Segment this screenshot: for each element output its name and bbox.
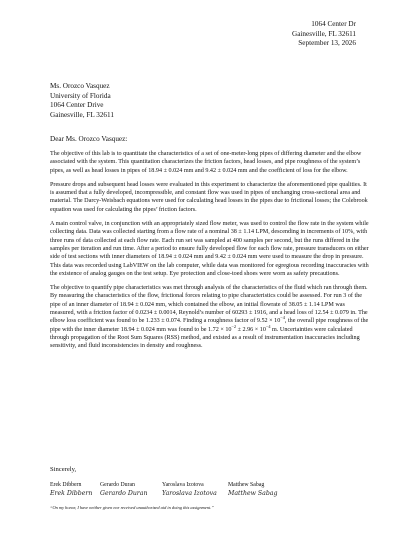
recipient-org: University of Florida xyxy=(50,91,111,100)
signature: Yaroslava Izotova xyxy=(162,490,217,497)
letter-date: September 13, 2026 xyxy=(298,39,356,48)
signer-1 xyxy=(50,482,92,497)
exponent: −4 xyxy=(265,323,271,329)
recipient-name: Ms. Orozco Vasquez xyxy=(50,82,110,90)
results-text-part: ± 2.96 × 10 xyxy=(236,326,266,333)
results-text-part: The objective to quantify pipe characteristics was met through analysis of the characteristics of the fluid which ran through them. By measuring the characteristics of the flow, frictional forces relating to pipe characteristics could be assessed. For run 3 of the pipe of an inner diameter of 18.94 ± 0.024 mm, which contained the elbow, an initial flowrate of 38.05 ± 1.14 LPM was measured, with a friction factor of 0.0234 ± 0.0014, Reynold’s number of 60293 ± 1916, and a head loss of 12.54 ± 0.079 in. The elbow loss coefficient was found to be 1.233 ± 0.074. Finding a roughness factor of 9.52 × 10 xyxy=(50,285,368,325)
closing: Sincerely, xyxy=(50,466,77,473)
recipient-address-block xyxy=(50,82,114,120)
signer-4 xyxy=(228,482,277,497)
signer-name: Matthew Sabag xyxy=(228,482,265,488)
letter-body xyxy=(50,150,370,357)
results-text-part: , the overall pipe roughness of the pipe with the inner diameter 18.94 ± 0.024 mm was found to be 1.72 × 10 xyxy=(50,318,369,333)
body-paragraph-objective: The objective of this lab is to quantitate the characteristics of a set of one-meter-long pipes of differing diameter and the elbow associated with the system. This quantitation characterizes the friction factors, head losses, and pipe roughness of the system’s pipes, as well as head losses in pipes of 18.94 ± 0.024 mm and 9.42 ± 0.024 mm and the coefficient of loss for the elbow. xyxy=(50,151,362,174)
body-paragraph-results xyxy=(50,284,370,350)
recipient-city: Gainesville, FL 32611 xyxy=(50,110,114,119)
honor-pledge: “On my honor, I have neither given nor received unauthorized aid in doing this assignment.” xyxy=(50,505,214,510)
signer-name: Gerardo Duran xyxy=(100,482,135,488)
signer-name: Yaroslava Izotova xyxy=(162,482,204,488)
signer-2 xyxy=(100,482,147,497)
exponent: −4 xyxy=(280,315,285,321)
salutation: Dear Ms. Orozco Vasquez: xyxy=(50,135,128,143)
sender-street: 1064 Center Dr xyxy=(311,20,356,28)
body-paragraph-method: Pressure drops and subsequent head losses were evaluated in this experiment to characterize the aforementioned pipe qualities. It is assumed that a fully developed, incompressible, and constant flow was used in pipes of unchanging cross-sectional area and material. The Darcy-Weisbach equations were used for calculating head losses in the pipes due to frictional losses; the Colebrook equation was used for calculating the pipes’ friction factors. xyxy=(50,181,368,213)
signature: Gerardo Duran xyxy=(100,490,148,497)
signature: Erek Dibbern xyxy=(50,490,93,497)
results-text-part: m. Uncertainties were calculated through propagation of the Root Sum Squares (RSS) method, and existed as a result of instrumentation inaccuracies including sensitivity, and fluid inconsistencies in density and roughness. xyxy=(50,326,360,350)
body-paragraph-procedure: A main control valve, in conjunction with an appropriately sized flow meter, was used to control the flow rate in the system while collecting data. Data was collected starting from a flow rate of a nominal 38 ± 1.14 LPM, descending in increments of 10%, with three runs of data collected at each flow rate. Each run set was sampled at 400 samples per second, but the runs differed in the samples per iteration and run time. After a period to ensure fully developed flow for each flow rate, pressure transducers on either side of test sections with inner diameters of 18.94 ± 0.024 mm and 9.42 ± 0.024 mm were used to measure the drop in pressure. This data was recorded using LabVIEW on the lab computer, while data was monitored for egregious recording inaccuracies with the existence of analog gauges on the test setup. Eye protection and close-toed shoes were worn as safety precautions. xyxy=(50,221,369,277)
signer-name: Erek Dibbern xyxy=(50,482,82,488)
sender-address-block xyxy=(292,20,356,49)
exponent: −2 xyxy=(231,323,237,329)
signer-3 xyxy=(162,482,217,497)
recipient-street: 1064 Center Drive xyxy=(50,101,104,110)
signature: Matthew Sabag xyxy=(228,490,278,497)
sender-city: Gainesville, FL 32611 xyxy=(292,29,356,38)
